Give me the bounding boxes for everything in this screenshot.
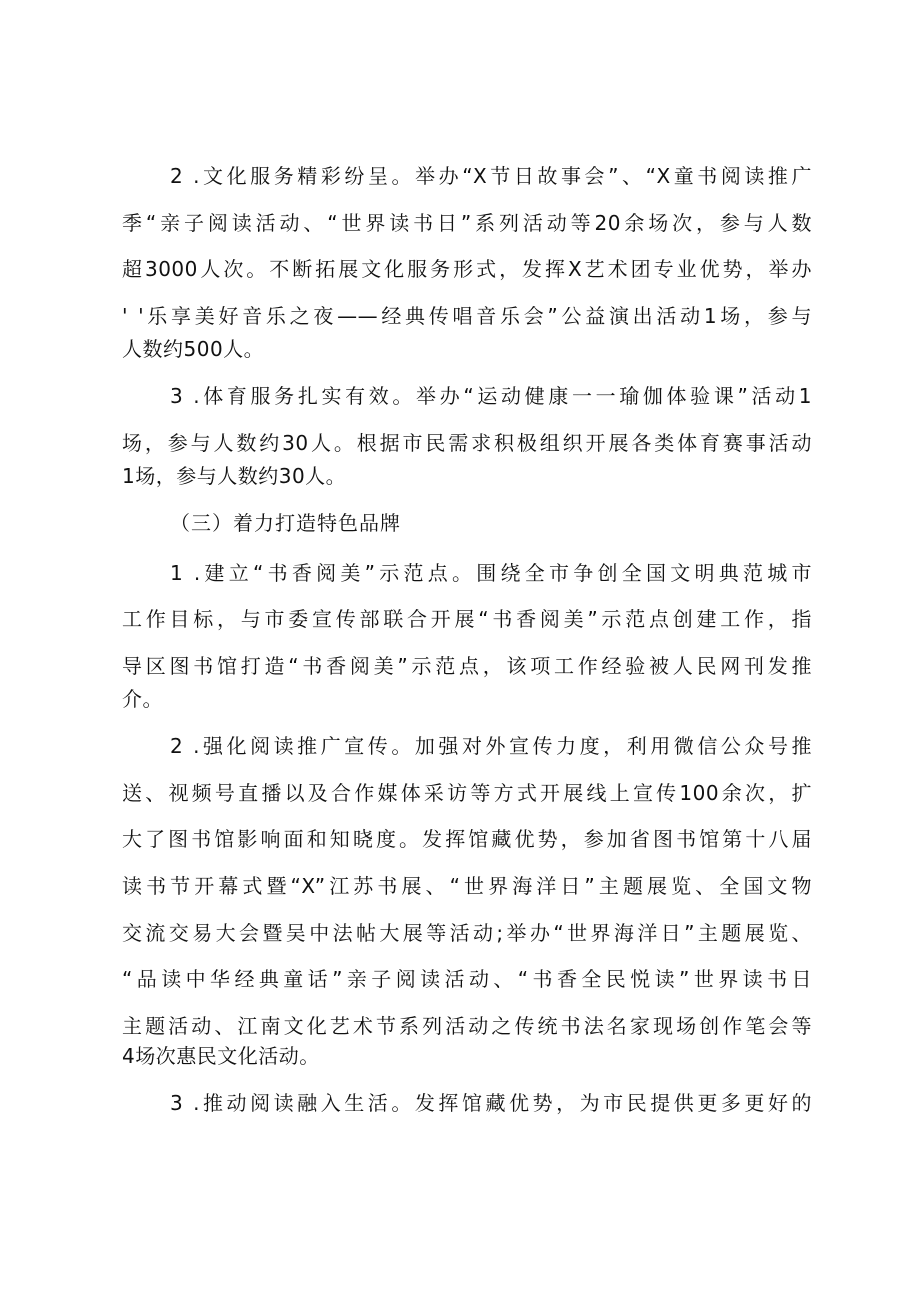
paragraph-sports-services-line-3: 1场，参与人数约30人。	[122, 464, 347, 488]
paragraph-reading-demo-line-4: 介。	[122, 687, 163, 711]
paragraph-cultural-services-line-5: 人数约500人。	[122, 337, 265, 361]
paragraph-promotion-line-8: 4场次惠民文化活动。	[122, 1044, 320, 1068]
paragraph-reading-demo-line-2: 工作目标，与市委宣传部联合开展“书香阅美”示范点创建工作，指	[122, 607, 812, 631]
paragraph-cultural-services-line-3: 超3000人次。不断拓展文化服务形式，发挥X艺术团专业优势，举办	[122, 257, 812, 281]
paragraph-promotion-line-1: 2 .强化阅读推广宣传。加强对外宣传力度，利用微信公众号推	[170, 734, 812, 758]
paragraph-cultural-services-line-2: 季“亲子阅读活动、“世界读书日”系列活动等20余场次，参与人数	[122, 211, 812, 235]
paragraph-reading-demo-line-1: 1 .建立“书香阅美”示范点。围绕全市争创全国文明典范城市	[170, 561, 812, 585]
paragraph-promotion-line-6: “品读中华经典童话”亲子阅读活动、“书香全民悦读”世界读书日	[122, 967, 812, 991]
paragraph-reading-life-line-1: 3 .推动阅读融入生活。发挥馆藏优势，为市民提供更多更好的	[170, 1091, 812, 1115]
paragraph-promotion-line-2: 送、视频号直播以及合作媒体采访等方式开展线上宣传100余次，扩	[122, 781, 812, 805]
paragraph-reading-demo-line-3: 导区图书馆打造“书香阅美”示范点，该项工作经验被人民网刊发推	[122, 654, 812, 678]
section-heading-brand: （三）着力打造特色品牌	[170, 511, 401, 535]
paragraph-sports-services-line-1: 3 .体育服务扎实有效。举办“运动健康一一瑜伽体验课”活动1	[170, 384, 812, 408]
paragraph-cultural-services-line-4: ' '乐享美好音乐之夜——经典传唱音乐会”公益演出活动1场，参与	[122, 304, 812, 328]
paragraph-sports-services-line-2: 场，参与人数约30人。根据市民需求积极组织开展各类体育赛事活动	[122, 431, 812, 455]
paragraph-promotion-line-3: 大了图书馆影响面和知晓度。发挥馆藏优势，参加省图书馆第十八届	[122, 827, 812, 851]
paragraph-cultural-services-line-1: 2 .文化服务精彩纷呈。举办“X节日故事会”、“X童书阅读推广	[170, 164, 812, 188]
paragraph-promotion-line-5: 交流交易大会暨吴中法帖大展等活动;举办“世界海洋日”主题展览、	[122, 921, 812, 945]
paragraph-promotion-line-4: 读书节开幕式暨“X”江苏书展、“世界海洋日”主题展览、全国文物	[122, 874, 812, 898]
paragraph-promotion-line-7: 主题活动、江南文化艺术节系列活动之传统书法名家现场创作笔会等	[122, 1014, 812, 1038]
